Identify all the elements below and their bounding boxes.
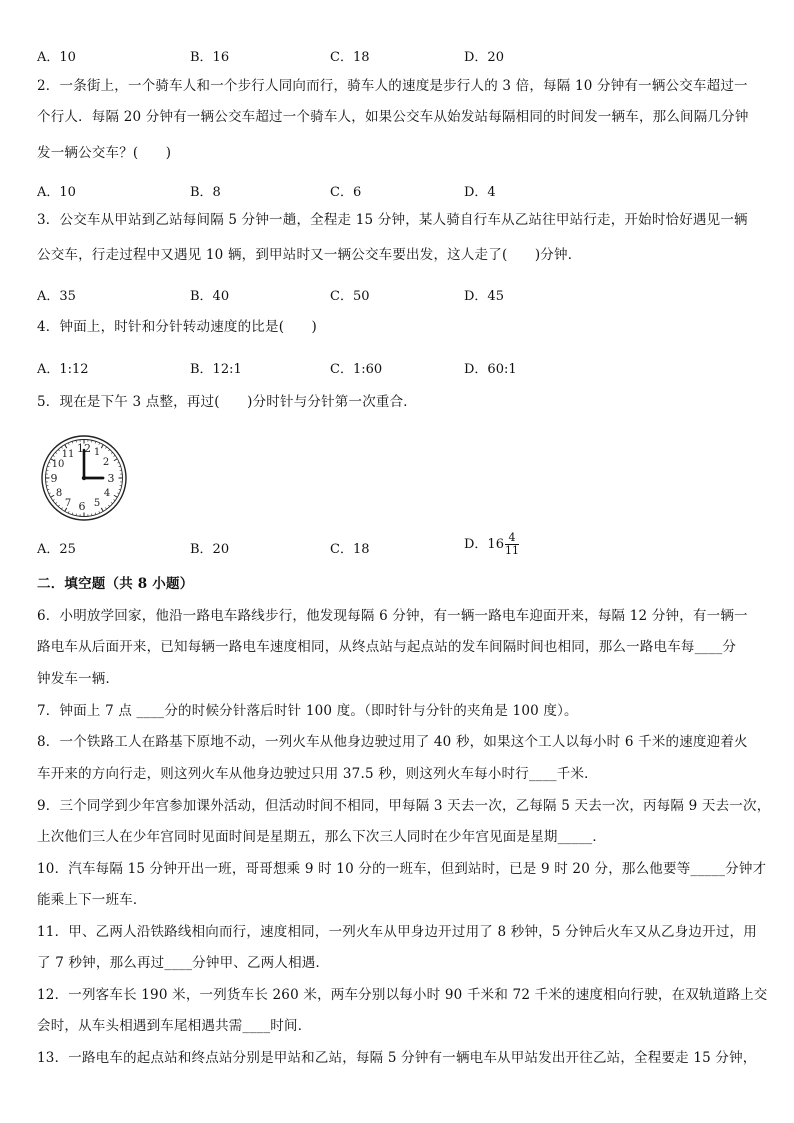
clock-tick [49, 462, 51, 463]
clock-tick [53, 499, 55, 500]
q2-options [37, 181, 757, 199]
clock-number-6: 6 [78, 500, 86, 513]
q4-option-b[interactable]: B．12:1 [190, 362, 242, 377]
q8-text-line-1: 8．一个铁路工人在路基下原地不动，一列火车从他身边驶过用了 40 秒，如果这个工人以每小时 6 千米的速度迎着火 [37, 734, 748, 750]
clock-tick [51, 495, 54, 497]
q5-option-c[interactable]: C．18 [330, 542, 370, 557]
clock-tick [101, 445, 103, 448]
clock-tick [53, 455, 55, 456]
q2-text-line-1: 2．一条街上，一个骑车人和一个步行人同向而行，骑车人的速度是步行人的 3 倍，每隔 10 分钟有一辆公交车超过一 [37, 78, 748, 94]
clock-number-7: 7 [64, 498, 72, 509]
q5-option-a[interactable]: A．25 [37, 542, 76, 557]
clock-tick [108, 505, 109, 506]
q2-option-c[interactable]: C．6 [330, 185, 362, 200]
q2-option-b[interactable]: B．8 [190, 185, 221, 200]
clock-number-3: 3 [107, 472, 115, 485]
clock-tick [114, 499, 116, 500]
q13-text-line-1: 13．一路电车的起点站和终点站分别是甲站和乙站，每隔 5 分钟有一辆电车从甲站发出开往乙站，全程要走 15 分钟， [37, 1050, 757, 1066]
q4-text: 4．钟面上，时针和分针转动速度的比是( ) [37, 319, 318, 335]
clock-number-2: 2 [102, 457, 110, 468]
fraction-denominator: 11 [504, 544, 519, 557]
q5-option-b[interactable]: B．20 [190, 542, 230, 557]
clock-number-12: 12 [77, 442, 91, 455]
q4-option-d[interactable]: D．60:1 [464, 362, 517, 377]
clock-tick [114, 459, 117, 461]
clock-tick [68, 443, 69, 445]
clock-tick [117, 493, 119, 494]
q12-text-line-2: 会时，从车头相遇到车尾相遇共需____时间． [37, 1018, 312, 1034]
clock-tick [111, 452, 112, 453]
clock-number-10: 10 [51, 459, 65, 470]
q4-option-a[interactable]: A．1:12 [37, 362, 89, 377]
q5-option-d-fraction [505, 532, 519, 557]
clock-number-9: 9 [50, 472, 58, 485]
q2-text-line-2: 个行人．每隔 20 分钟有一辆公交车超过一个骑车人，如果公交车从始发站每隔相同的时间发一辆车，那么间隔几分钟 [37, 109, 749, 125]
q3-option-d[interactable]: D．45 [464, 289, 504, 304]
q5-option-d-prefix: D．16 [464, 537, 504, 552]
q2-option-a[interactable]: A．10 [37, 185, 76, 200]
clock-tick [58, 505, 59, 506]
clock-face-diagram [40, 434, 128, 522]
clock-tick [111, 502, 112, 503]
clock-tick [114, 455, 116, 456]
q4-option-c[interactable]: C．1:60 [330, 362, 383, 377]
q5-option-d[interactable] [464, 532, 519, 557]
q1-option-d[interactable]: D．20 [464, 50, 504, 65]
clock-tick [117, 462, 119, 463]
clock-tick [108, 449, 109, 450]
q3-options [37, 285, 757, 303]
q5-text: 5．现在是下午 3 点整，再过( )分时针与分针第一次重合． [37, 394, 417, 410]
q9-text-line-2: 上次他们三人在少年宫同时见面时间是星期五，那么下次三人同时在少年宫见面是星期_____． [37, 829, 607, 845]
clock-number-1: 1 [93, 447, 101, 458]
q12-text-line-1: 12．一列客车长 190 米，一列货车长 260 米，两车分别以每小时 90 千米和 72 千米的速度相向行驶，在双轨道路上交 [37, 987, 768, 1003]
q3-text-line-1: 3．公交车从甲站到乙站每间隔 5 分钟一趟，全程走 15 分钟，某人骑自行车从乙站往甲站行走，开始时恰好遇见一辆 [37, 212, 748, 228]
q9-text-line-1: 9．三个同学到少年宫参加课外活动，但活动时间不相同，甲每隔 3 天去一次，乙每隔 5 天去一次，丙每隔 9 天去一次， [37, 798, 771, 814]
q10-text-line-1: 10．汽车每隔 15 分钟开出一班，哥哥想乘 9 时 10 分的一班车，但到站时，已是 9 时 20 分，那么他要等_____分钟才 [37, 861, 767, 877]
clock-tick [61, 508, 62, 510]
clock-tick [58, 449, 59, 450]
clock-tick [49, 493, 51, 494]
clock-tick [105, 447, 106, 449]
q4-options [37, 358, 757, 376]
q6-text-line-3: 钟发车一辆． [37, 671, 120, 687]
clock-tick [68, 511, 69, 513]
section-2-title: 二．填空题（共 8 小题） [37, 576, 194, 592]
q8-text-line-2: 车开来的方向行走，则这列火车从他身边驶过只用 37.5 秒，则这列火车每小时行____千米． [37, 766, 598, 782]
clock-tick [99, 443, 100, 445]
q2-text-line-3: 发一辆公交车？( ) [37, 145, 172, 161]
clock-tick [101, 508, 103, 511]
clock-tick [65, 445, 67, 448]
q7-text: 7．钟面上 7 点 ____分的时候分针落后时针 100 度。（即时针与分针的夹角是 100 度）。 [37, 703, 578, 719]
q6-text-line-2: 路电车从后面开来，已知每辆一路电车速度相同，从终点站与起点站的发车间隔时间也相同，那么一路电车每____分 [37, 639, 737, 655]
q3-option-a[interactable]: A．35 [37, 289, 76, 304]
clock-tick [105, 508, 106, 510]
clock-number-5: 5 [93, 498, 101, 509]
clock-number-4: 4 [103, 488, 111, 499]
q11-text-line-2: 了 7 秒钟，那么再过____分钟甲、乙两人相遇． [37, 955, 330, 971]
clock-number-8: 8 [55, 488, 63, 499]
q1-options [37, 46, 757, 64]
q11-text-line-1: 11．甲、乙两人沿铁路线相向而行，速度相同，一列火车从甲身边开过用了 8 秒钟，5 分钟后火车又从乙身边开过，用 [37, 924, 757, 940]
clock-tick [55, 452, 56, 453]
clock-tick [114, 495, 117, 497]
q3-option-b[interactable]: B．40 [190, 289, 230, 304]
q10-text-line-2: 能乘上下一班车． [37, 892, 147, 908]
q3-text-line-2: 公交车，行走过程中又遇见 10 辆，到甲站时又一辆公交车要出发，这人走了( )分钟． [37, 247, 582, 263]
clock-number-11: 11 [61, 449, 75, 460]
q6-text-line-1: 6．小明放学回家，他沿一路电车路线步行，他发现每隔 6 分钟，有一辆一路电车迎面开来，每隔 12 分钟，有一辆一 [37, 608, 748, 624]
q3-option-c[interactable]: C．50 [330, 289, 370, 304]
q1-option-b[interactable]: B．16 [190, 50, 230, 65]
q2-option-d[interactable]: D．4 [464, 185, 496, 200]
clock-tick [99, 511, 100, 513]
q5-options [37, 531, 757, 557]
fraction-numerator: 4 [505, 532, 519, 545]
clock-tick [55, 502, 56, 503]
clock-center-pin [82, 476, 86, 480]
q1-option-a[interactable]: A．10 [37, 50, 76, 65]
q1-option-c[interactable]: C．18 [330, 50, 370, 65]
